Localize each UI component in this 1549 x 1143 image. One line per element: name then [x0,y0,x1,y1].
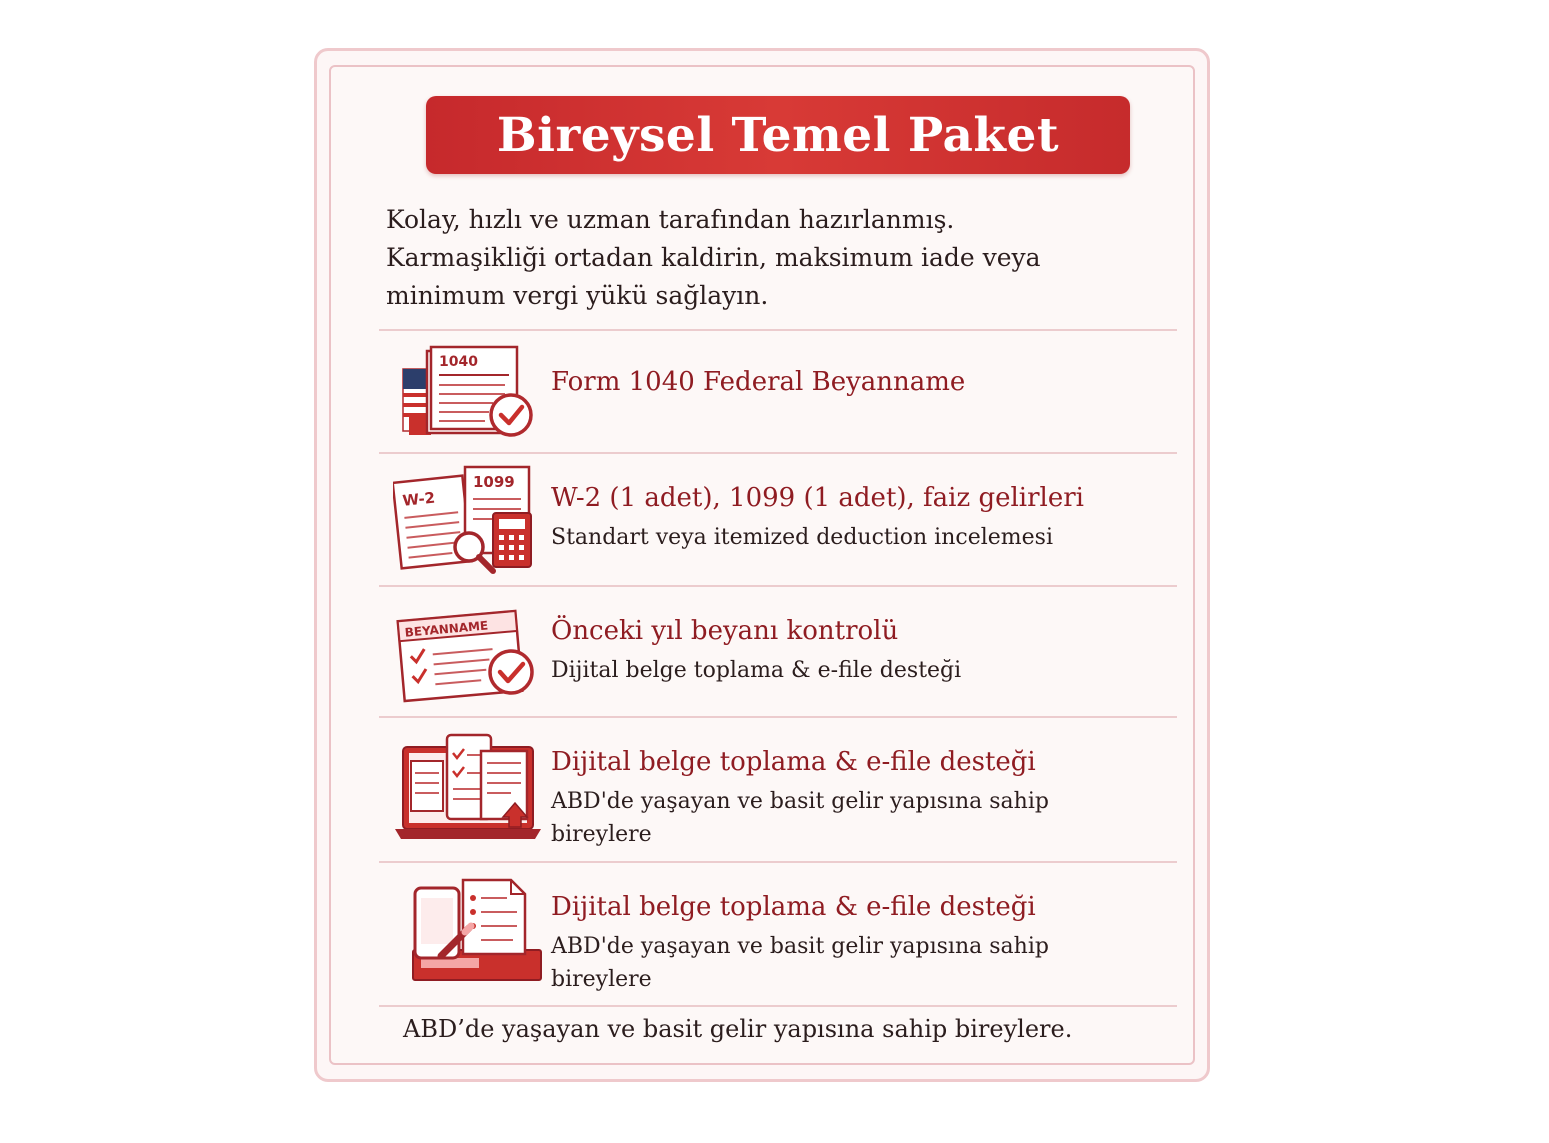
feature-title: W-2 (1 adet), 1099 (1 adet), faiz gelirleri [551,483,1084,513]
form-1040-icon [393,343,543,443]
w2-1099-icon [393,465,543,577]
intro-line: Kolay, hızlı ve uzman tarafından hazırlanmış. [386,205,955,234]
package-card-inner [329,65,1195,1065]
feature-row [379,725,1177,861]
feature-subtitle: Dijital belge toplama & e-file desteği [551,658,962,683]
1099-label: 1099 [473,473,515,491]
title-banner [426,96,1130,174]
divider [379,329,1177,331]
feature-text [551,481,1151,554]
w2-label: W-2 [401,488,436,510]
feature-title: Form 1040 Federal Beyanname [551,367,966,397]
divider [379,861,1177,863]
beyanname-label: BEYANNAME [404,618,489,640]
feature-subtitle: Standart veya itemized deduction incelemesi [551,525,1053,550]
divider [379,1005,1177,1007]
intro-line: Karmaşikliği ortadan kaldirin, maksimum iade veya [386,243,1041,272]
feature-row [379,337,1177,451]
feature-text [551,745,1151,851]
form-1040-label: 1040 [439,354,478,370]
feature-subtitle: ABD'de yaşayan ve basit gelir yapısına sahip bireylere [551,789,1049,847]
intro-line: minimum vergi yükü sağlayın. [386,281,769,310]
feature-subtitle: ABD'de yaşayan ve basit gelir yapısına sahip bireylere [551,934,1049,992]
feature-row [379,870,1177,1006]
feature-row [379,594,1177,716]
feature-text [551,365,1151,399]
package-title: Bireysel Temel Paket [496,107,1060,163]
divider [379,585,1177,587]
divider [379,716,1177,718]
divider [379,452,1177,454]
beyanname-check-icon [393,602,543,706]
feature-title: Dijital belge toplama & e-file desteği [551,892,1036,922]
feature-text [551,890,1151,996]
feature-row [379,461,1177,585]
tablet-document-icon [393,876,543,988]
footer-text: ABD’de yaşayan ve basit gelir yapısına sahip bireylere. [403,1015,1073,1043]
feature-text [551,614,1151,687]
intro-text [386,201,1086,315]
package-card [314,48,1210,1082]
laptop-documents-icon [393,731,543,843]
feature-title: Önceki yıl beyanı kontrolü [551,616,899,646]
feature-title: Dijital belge toplama & e-file desteği [551,747,1036,777]
